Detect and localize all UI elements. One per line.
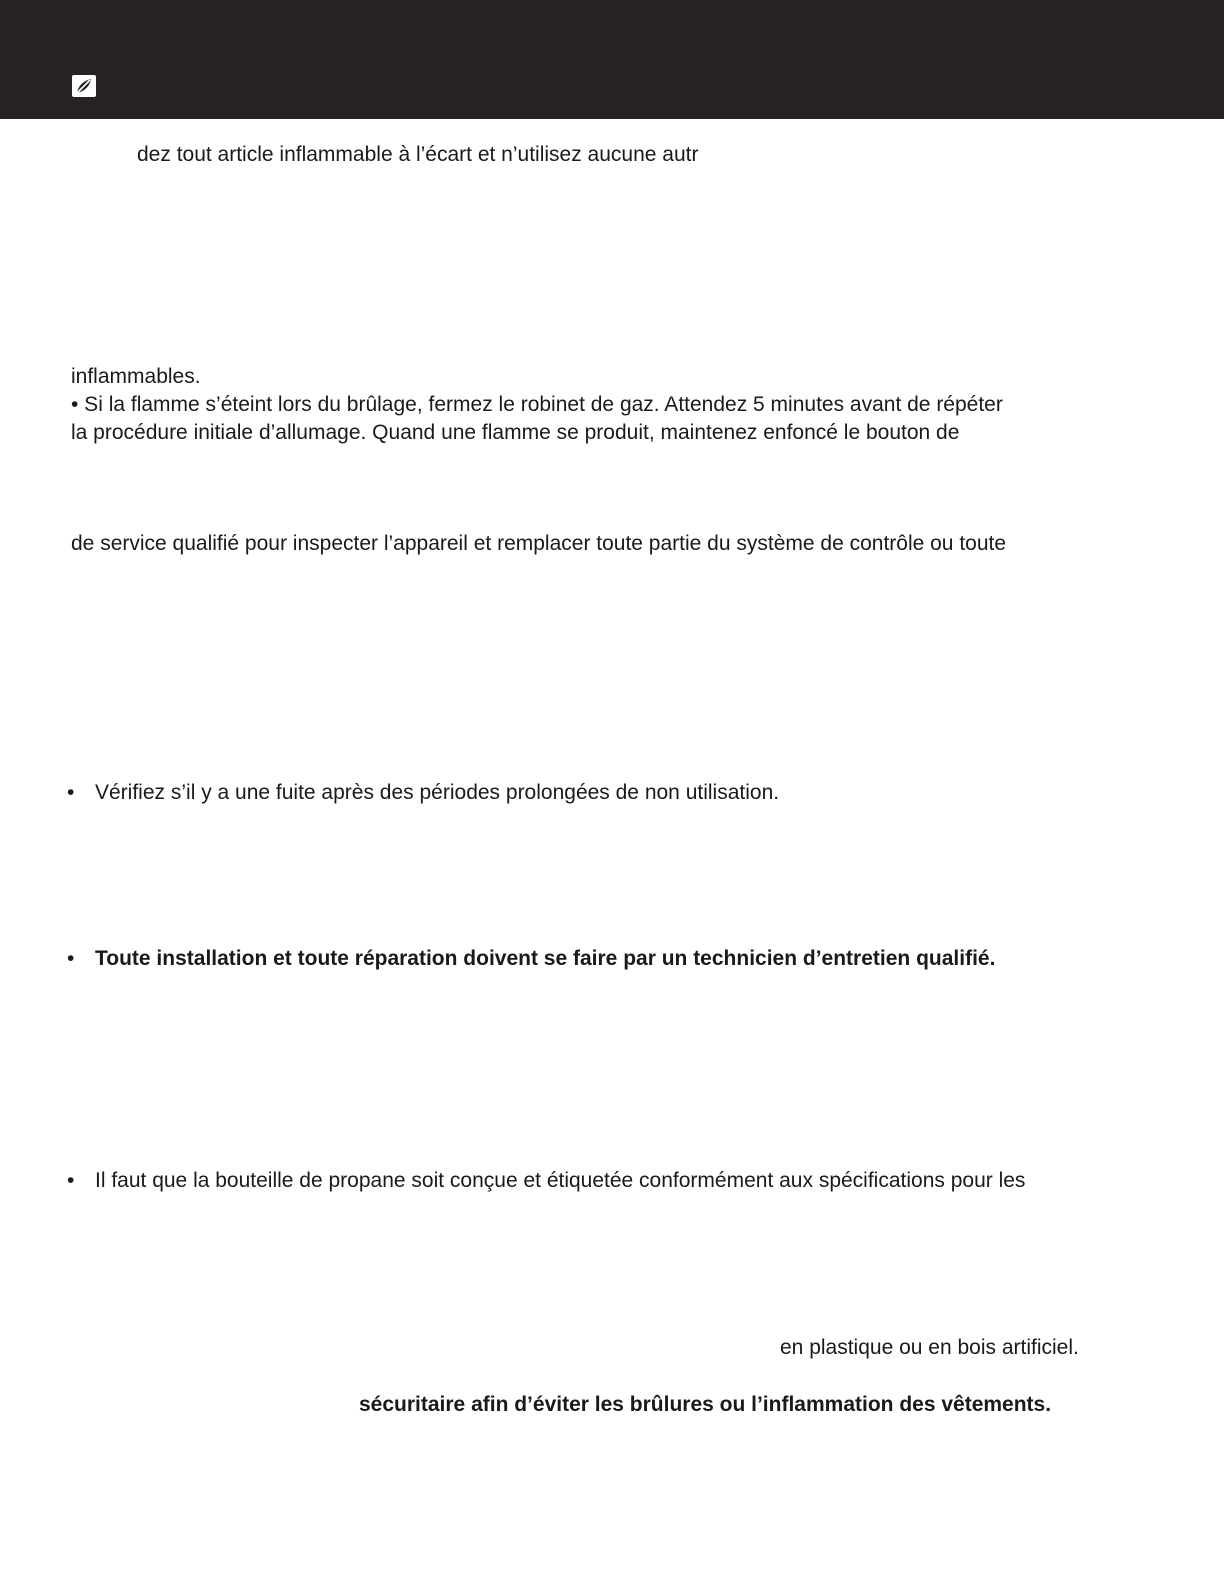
header-band [0,0,1224,119]
text-line: dez tout article inflammable à l’écart et n’utilisez aucune autr [137,143,699,166]
text-line: • Si la flamme s’éteint lors du brûlage, fermez le robinet de gaz. Attendez 5 minutes avant de répéter [71,393,1003,416]
text-line: de service qualifié pour inspecter l’appareil et remplacer toute partie du système de contrôle ou toute [71,532,1007,555]
text-line-bold: sécuritaire afin d’éviter les brûlures ou l’inflammation des vêtements. [359,1393,1052,1416]
text-line: inflammables. [71,365,201,388]
bullet-marker: • [67,781,75,804]
bullet-text-bold: Toute installation et toute réparation doivent se faire par un technicien d’entretien qualifié. [95,947,996,970]
bullet-text: Il faut que la bouteille de propane soit conçue et étiquetée conformément aux spécifications pour les [95,1169,1026,1192]
text-line: la procédure initiale d’allumage. Quand une flamme se produit, maintenez enfoncé le bouton de [71,421,960,444]
leaf-square-icon [71,74,97,98]
bullet-text: Vérifiez s’il y a une fuite après des périodes prolongées de non utilisation. [95,781,780,804]
bullet-marker: • [67,947,75,970]
text-line: en plastique ou en bois artificiel. [780,1336,1079,1359]
bullet-marker: • [67,1169,75,1192]
